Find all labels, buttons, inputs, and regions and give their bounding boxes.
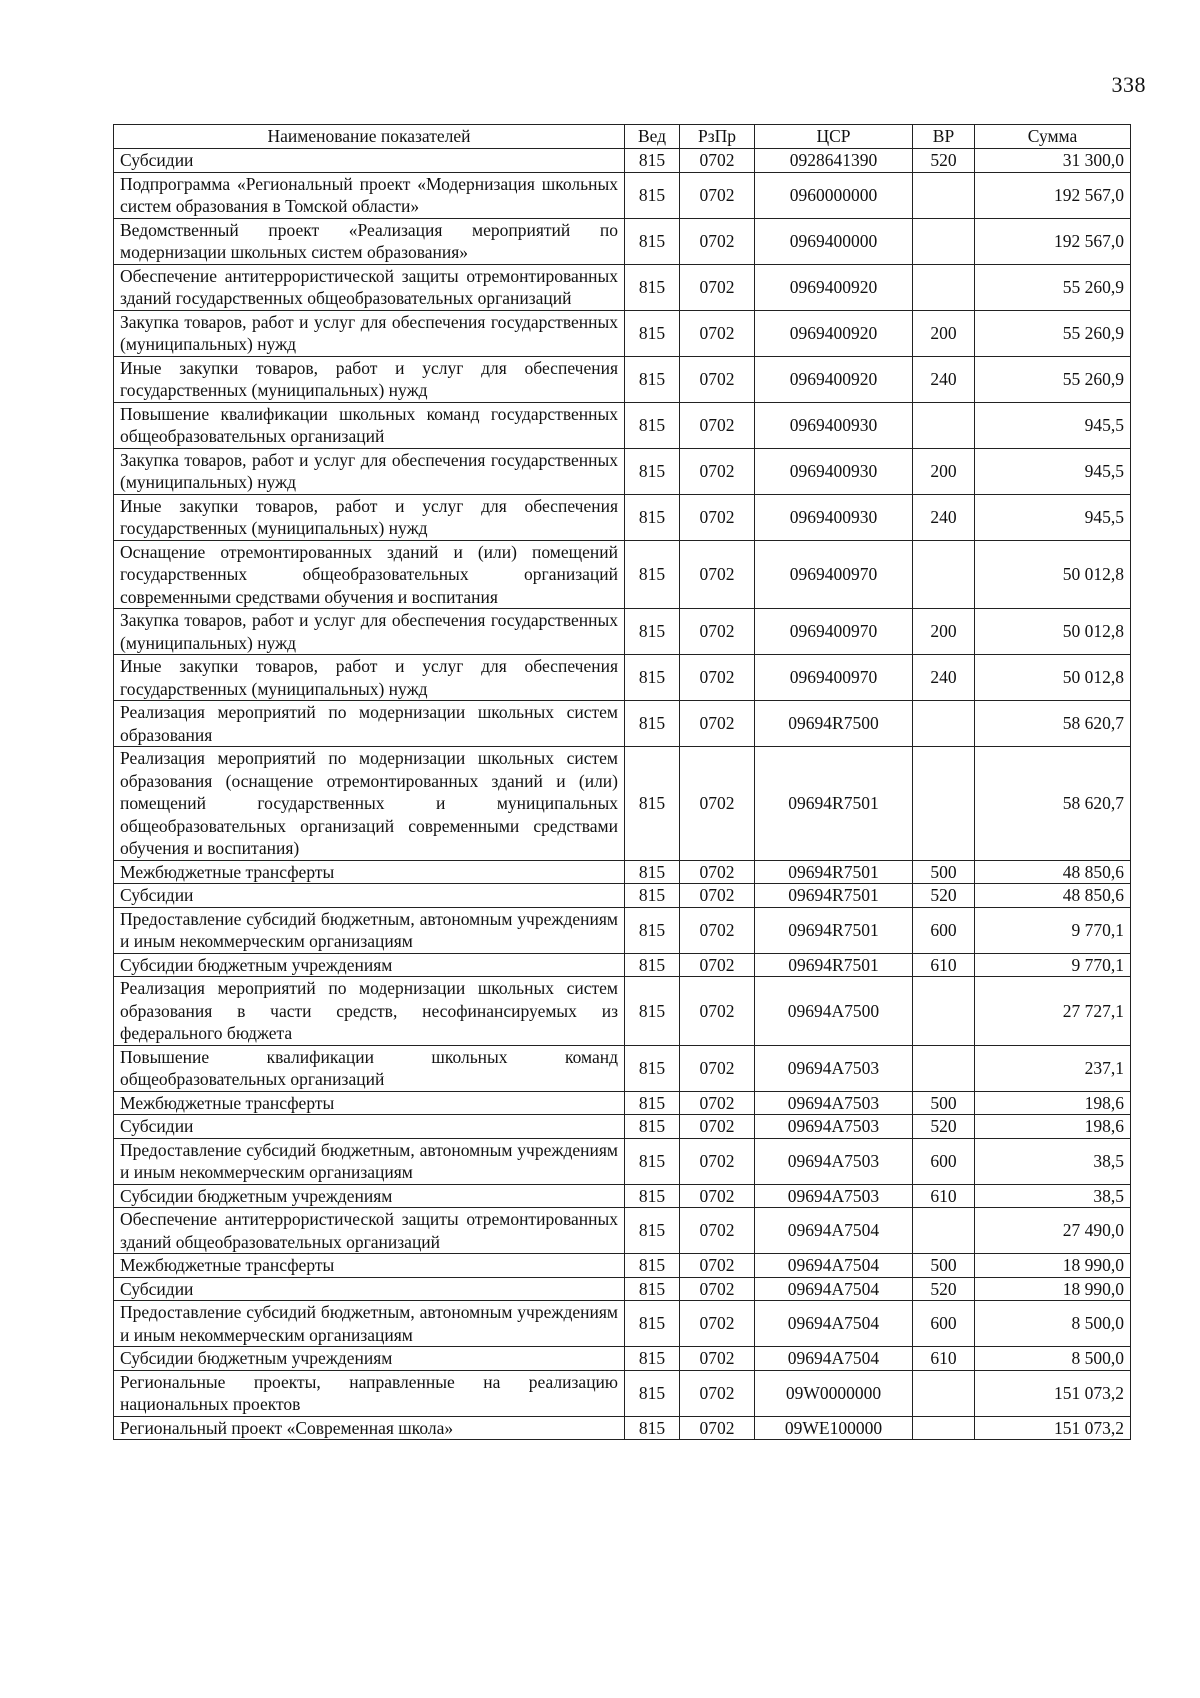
table-row [114, 218, 1131, 264]
table-row [114, 1416, 1131, 1440]
cell-csr: 09694R7501 [755, 747, 913, 861]
cell-name: Предоставление субсидий бюджетным, автономным учреждениям и иным некоммерческим организациям [114, 1138, 625, 1184]
cell-csr: 0969400970 [755, 655, 913, 701]
cell-rzpr: 0702 [680, 977, 755, 1046]
cell-ved: 815 [625, 1091, 680, 1115]
cell-name: Иные закупки товаров, работ и услуг для обеспечения государственных (муниципальных) нужд [114, 356, 625, 402]
cell-vr: 520 [913, 149, 975, 173]
cell-rzpr: 0702 [680, 494, 755, 540]
cell-csr: 0928641390 [755, 149, 913, 173]
cell-csr: 09694A7504 [755, 1254, 913, 1278]
cell-sum: 198,6 [975, 1115, 1131, 1139]
cell-csr: 09W0000000 [755, 1370, 913, 1416]
cell-vr: 520 [913, 1277, 975, 1301]
table-row [114, 1208, 1131, 1254]
cell-name: Субсидии [114, 149, 625, 173]
cell-name: Оснащение отремонтированных зданий и (или) помещений государственных общеобразовательных организаций современными средствами обучения и воспитания [114, 540, 625, 609]
cell-rzpr: 0702 [680, 907, 755, 953]
cell-vr [913, 977, 975, 1046]
cell-sum: 48 850,6 [975, 884, 1131, 908]
cell-rzpr: 0702 [680, 1370, 755, 1416]
cell-sum: 8 500,0 [975, 1347, 1131, 1371]
cell-sum: 9 770,1 [975, 953, 1131, 977]
cell-sum: 151 073,2 [975, 1416, 1131, 1440]
cell-name: Ведомственный проект «Реализация мероприятий по модернизации школьных систем образования» [114, 218, 625, 264]
cell-ved: 815 [625, 172, 680, 218]
cell-vr [913, 540, 975, 609]
cell-vr [913, 1370, 975, 1416]
header-vr: ВР [913, 125, 975, 149]
cell-name: Реализация мероприятий по модернизации школьных систем образования [114, 701, 625, 747]
table-row [114, 884, 1131, 908]
cell-ved: 815 [625, 860, 680, 884]
table-row [114, 1138, 1131, 1184]
cell-name: Предоставление субсидий бюджетным, автономным учреждениям и иным некоммерческим организациям [114, 1301, 625, 1347]
cell-vr [913, 1045, 975, 1091]
cell-ved: 815 [625, 907, 680, 953]
cell-csr: 09694A7503 [755, 1091, 913, 1115]
cell-ved: 815 [625, 1301, 680, 1347]
cell-name: Закупка товаров, работ и услуг для обеспечения государственных (муниципальных) нужд [114, 448, 625, 494]
cell-sum: 50 012,8 [975, 609, 1131, 655]
cell-vr [913, 402, 975, 448]
cell-csr: 09694A7504 [755, 1301, 913, 1347]
cell-csr: 09694A7503 [755, 1115, 913, 1139]
cell-ved: 815 [625, 884, 680, 908]
cell-vr: 200 [913, 448, 975, 494]
cell-vr: 520 [913, 884, 975, 908]
cell-ved: 815 [625, 953, 680, 977]
cell-name: Обеспечение антитеррористической защиты отремонтированных зданий государственных общеобразовательных организаций [114, 264, 625, 310]
cell-csr: 0969400920 [755, 264, 913, 310]
table-row [114, 264, 1131, 310]
cell-name: Межбюджетные трансферты [114, 1254, 625, 1278]
cell-vr [913, 172, 975, 218]
header-ved: Вед [625, 125, 680, 149]
cell-sum: 945,5 [975, 448, 1131, 494]
cell-sum: 38,5 [975, 1138, 1131, 1184]
cell-ved: 815 [625, 494, 680, 540]
table-row [114, 1277, 1131, 1301]
table-row [114, 701, 1131, 747]
cell-rzpr: 0702 [680, 540, 755, 609]
cell-vr: 610 [913, 1184, 975, 1208]
cell-sum: 55 260,9 [975, 310, 1131, 356]
cell-sum: 55 260,9 [975, 264, 1131, 310]
cell-name: Повышение квалификации школьных команд государственных общеобразовательных организаций [114, 402, 625, 448]
cell-name: Предоставление субсидий бюджетным, автономным учреждениям и иным некоммерческим организациям [114, 907, 625, 953]
cell-ved: 815 [625, 1115, 680, 1139]
cell-vr: 200 [913, 310, 975, 356]
cell-name: Иные закупки товаров, работ и услуг для обеспечения государственных (муниципальных) нужд [114, 494, 625, 540]
cell-csr: 09694R7501 [755, 953, 913, 977]
cell-vr: 240 [913, 494, 975, 540]
cell-rzpr: 0702 [680, 1208, 755, 1254]
cell-rzpr: 0702 [680, 860, 755, 884]
cell-rzpr: 0702 [680, 1091, 755, 1115]
cell-csr: 09694R7500 [755, 701, 913, 747]
cell-sum: 55 260,9 [975, 356, 1131, 402]
cell-csr: 0969400970 [755, 540, 913, 609]
table-row [114, 655, 1131, 701]
cell-ved: 815 [625, 1277, 680, 1301]
cell-ved: 815 [625, 310, 680, 356]
cell-ved: 815 [625, 609, 680, 655]
cell-ved: 815 [625, 747, 680, 861]
cell-rzpr: 0702 [680, 264, 755, 310]
cell-sum: 58 620,7 [975, 747, 1131, 861]
cell-sum: 48 850,6 [975, 860, 1131, 884]
cell-csr: 09694A7504 [755, 1277, 913, 1301]
cell-vr: 520 [913, 1115, 975, 1139]
cell-csr: 0969400930 [755, 494, 913, 540]
cell-vr: 610 [913, 953, 975, 977]
cell-ved: 815 [625, 1347, 680, 1371]
cell-vr [913, 701, 975, 747]
cell-ved: 815 [625, 1138, 680, 1184]
cell-rzpr: 0702 [680, 448, 755, 494]
cell-ved: 815 [625, 701, 680, 747]
table-row [114, 540, 1131, 609]
cell-csr: 09694A7500 [755, 977, 913, 1046]
table-header [114, 125, 1131, 149]
cell-vr [913, 747, 975, 861]
cell-rzpr: 0702 [680, 218, 755, 264]
cell-vr: 500 [913, 1091, 975, 1115]
cell-vr [913, 1208, 975, 1254]
cell-rzpr: 0702 [680, 149, 755, 173]
cell-ved: 815 [625, 356, 680, 402]
cell-name: Субсидии [114, 884, 625, 908]
table-row [114, 494, 1131, 540]
cell-rzpr: 0702 [680, 402, 755, 448]
cell-csr: 09694R7501 [755, 907, 913, 953]
cell-ved: 815 [625, 540, 680, 609]
table-row [114, 977, 1131, 1046]
cell-csr: 09694A7504 [755, 1347, 913, 1371]
cell-vr: 600 [913, 907, 975, 953]
cell-sum: 27 490,0 [975, 1208, 1131, 1254]
cell-rzpr: 0702 [680, 356, 755, 402]
cell-sum: 9 770,1 [975, 907, 1131, 953]
cell-name: Иные закупки товаров, работ и услуг для обеспечения государственных (муниципальных) нужд [114, 655, 625, 701]
cell-vr: 240 [913, 655, 975, 701]
header-row [114, 125, 1131, 149]
cell-rzpr: 0702 [680, 1184, 755, 1208]
cell-rzpr: 0702 [680, 1254, 755, 1278]
cell-rzpr: 0702 [680, 1301, 755, 1347]
cell-sum: 58 620,7 [975, 701, 1131, 747]
table-row [114, 402, 1131, 448]
cell-name: Межбюджетные трансферты [114, 860, 625, 884]
cell-name: Региональный проект «Современная школа» [114, 1416, 625, 1440]
cell-ved: 815 [625, 1184, 680, 1208]
cell-csr: 09694A7503 [755, 1138, 913, 1184]
table-body [114, 149, 1131, 1440]
cell-name: Субсидии бюджетным учреждениям [114, 953, 625, 977]
table-row [114, 953, 1131, 977]
table-row [114, 356, 1131, 402]
cell-ved: 815 [625, 402, 680, 448]
table-row [114, 1347, 1131, 1371]
page-number: 338 [1111, 72, 1146, 97]
cell-rzpr: 0702 [680, 953, 755, 977]
cell-rzpr: 0702 [680, 655, 755, 701]
cell-vr: 500 [913, 1254, 975, 1278]
cell-ved: 815 [625, 1370, 680, 1416]
cell-vr: 600 [913, 1138, 975, 1184]
table-row [114, 1184, 1131, 1208]
table-row [114, 1370, 1131, 1416]
cell-csr: 0969400970 [755, 609, 913, 655]
cell-csr: 0969400930 [755, 402, 913, 448]
cell-name: Реализация мероприятий по модернизации школьных систем образования в части средств, несофинансируемых из федерального бюджета [114, 977, 625, 1046]
cell-rzpr: 0702 [680, 1347, 755, 1371]
cell-ved: 815 [625, 1045, 680, 1091]
cell-rzpr: 0702 [680, 884, 755, 908]
table-row [114, 1254, 1131, 1278]
cell-csr: 09694A7504 [755, 1208, 913, 1254]
cell-sum: 945,5 [975, 494, 1131, 540]
cell-name: Региональные проекты, направленные на реализацию национальных проектов [114, 1370, 625, 1416]
cell-vr [913, 218, 975, 264]
table-row [114, 1115, 1131, 1139]
cell-name: Субсидии бюджетным учреждениям [114, 1347, 625, 1371]
cell-sum: 192 567,0 [975, 218, 1131, 264]
cell-rzpr: 0702 [680, 609, 755, 655]
cell-vr: 600 [913, 1301, 975, 1347]
cell-csr: 0969400920 [755, 356, 913, 402]
cell-csr: 09694R7501 [755, 860, 913, 884]
cell-rzpr: 0702 [680, 1277, 755, 1301]
cell-sum: 18 990,0 [975, 1254, 1131, 1278]
table-row [114, 149, 1131, 173]
cell-name: Реализация мероприятий по модернизации школьных систем образования (оснащение отремонтированных зданий и (или) помещений государственных и муниципальных общеобразовательных организаций современными средствами обучения и воспитания) [114, 747, 625, 861]
cell-sum: 18 990,0 [975, 1277, 1131, 1301]
table-row [114, 907, 1131, 953]
cell-sum: 27 727,1 [975, 977, 1131, 1046]
cell-csr: 0969400930 [755, 448, 913, 494]
cell-sum: 945,5 [975, 402, 1131, 448]
cell-name: Субсидии [114, 1115, 625, 1139]
table-row [114, 609, 1131, 655]
table-row [114, 448, 1131, 494]
cell-ved: 815 [625, 655, 680, 701]
table-row [114, 310, 1131, 356]
cell-sum: 31 300,0 [975, 149, 1131, 173]
header-rzpr: РзПр [680, 125, 755, 149]
cell-name: Подпрограмма «Региональный проект «Модернизация школьных систем образования в Томской области» [114, 172, 625, 218]
cell-csr: 09694A7503 [755, 1045, 913, 1091]
cell-csr: 0960000000 [755, 172, 913, 218]
header-csr: ЦСР [755, 125, 913, 149]
cell-ved: 815 [625, 149, 680, 173]
cell-vr: 240 [913, 356, 975, 402]
cell-rzpr: 0702 [680, 310, 755, 356]
cell-vr: 200 [913, 609, 975, 655]
cell-ved: 815 [625, 448, 680, 494]
cell-csr: 09694R7501 [755, 884, 913, 908]
cell-ved: 815 [625, 1416, 680, 1440]
cell-sum: 50 012,8 [975, 540, 1131, 609]
table-row [114, 860, 1131, 884]
cell-vr: 500 [913, 860, 975, 884]
cell-rzpr: 0702 [680, 1138, 755, 1184]
cell-rzpr: 0702 [680, 172, 755, 218]
table-row [114, 1301, 1131, 1347]
cell-vr: 610 [913, 1347, 975, 1371]
cell-name: Повышение квалификации школьных команд общеобразовательных организаций [114, 1045, 625, 1091]
budget-table [113, 124, 1131, 1440]
cell-ved: 815 [625, 264, 680, 310]
cell-name: Субсидии [114, 1277, 625, 1301]
cell-rzpr: 0702 [680, 747, 755, 861]
cell-csr: 0969400920 [755, 310, 913, 356]
cell-rzpr: 0702 [680, 1115, 755, 1139]
cell-sum: 151 073,2 [975, 1370, 1131, 1416]
cell-rzpr: 0702 [680, 1416, 755, 1440]
cell-sum: 8 500,0 [975, 1301, 1131, 1347]
cell-rzpr: 0702 [680, 701, 755, 747]
cell-ved: 815 [625, 1254, 680, 1278]
cell-name: Обеспечение антитеррористической защиты отремонтированных зданий общеобразовательных организаций [114, 1208, 625, 1254]
table-row [114, 747, 1131, 861]
cell-sum: 198,6 [975, 1091, 1131, 1115]
cell-rzpr: 0702 [680, 1045, 755, 1091]
cell-csr: 0969400000 [755, 218, 913, 264]
header-name: Наименование показателей [114, 125, 625, 149]
cell-name: Закупка товаров, работ и услуг для обеспечения государственных (муниципальных) нужд [114, 310, 625, 356]
cell-name: Субсидии бюджетным учреждениям [114, 1184, 625, 1208]
cell-name: Закупка товаров, работ и услуг для обеспечения государственных (муниципальных) нужд [114, 609, 625, 655]
cell-sum: 38,5 [975, 1184, 1131, 1208]
cell-name: Межбюджетные трансферты [114, 1091, 625, 1115]
cell-ved: 815 [625, 977, 680, 1046]
table-row [114, 172, 1131, 218]
cell-vr [913, 1416, 975, 1440]
table-row [114, 1045, 1131, 1091]
cell-sum: 50 012,8 [975, 655, 1131, 701]
cell-csr: 09WE100000 [755, 1416, 913, 1440]
cell-ved: 815 [625, 218, 680, 264]
table-row [114, 1091, 1131, 1115]
cell-ved: 815 [625, 1208, 680, 1254]
header-sum: Сумма [975, 125, 1131, 149]
cell-csr: 09694A7503 [755, 1184, 913, 1208]
cell-vr [913, 264, 975, 310]
cell-sum: 192 567,0 [975, 172, 1131, 218]
cell-sum: 237,1 [975, 1045, 1131, 1091]
